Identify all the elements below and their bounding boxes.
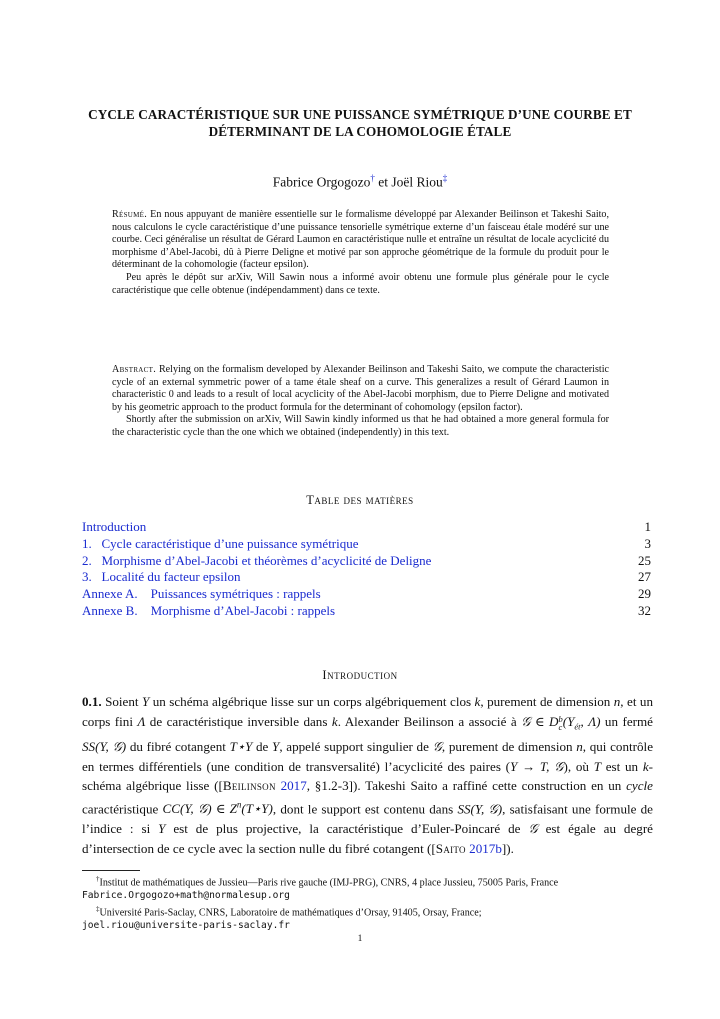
- citation-link[interactable]: Beilinson: [222, 778, 276, 794]
- resume-label: Résumé.: [112, 209, 148, 220]
- footnotes: †Institut de mathématiques de Jussieu—Paris rive gauche (IMJ-PRG), CNRS, 4 place Jussieu, 75005 Paris, France Fabrice.Orgogozo+math@normalesup.org ‡Université Paris-Saclay, CNRS, Laboratoire de mathématiques d’Orsay, 91405, Orsay, France; joel.riou@universite-paris-saclay.fr: [82, 875, 559, 932]
- toc-page-number: 1: [644, 519, 651, 534]
- toc-page-number: 32: [638, 602, 651, 618]
- email-link[interactable]: Fabrice.Orgogozo+math@normalesup.org: [82, 890, 290, 902]
- abstract-label: Abstract.: [112, 364, 157, 375]
- paragraph-number: 0.1.: [82, 694, 102, 709]
- citation-link[interactable]: Saito: [435, 840, 466, 856]
- footnote-affiliation: Université Paris-Saclay, CNRS, Laboratoire de mathématiques d’Orsay, 91405, Orsay, France;: [99, 907, 482, 919]
- email-link[interactable]: joel.riou@universite-paris-saclay.fr: [82, 920, 290, 932]
- math-expression: 𝒢 ∈ D b c ($Y_{ét}$, Λ): [521, 713, 601, 732]
- toc-entry[interactable]: [82, 603, 651, 620]
- section-heading-introduction: Introduction: [322, 668, 398, 682]
- toc-entry[interactable]: [82, 519, 651, 536]
- toc-link[interactable]: 2. Morphisme d’Abel-Jacobi et théorèmes d’acyclicité de Deligne: [82, 552, 432, 568]
- resume-block: [112, 209, 609, 297]
- toc-entry[interactable]: [82, 553, 651, 570]
- toc-link[interactable]: Annexe A. Puissances symétriques : rappels: [82, 586, 321, 602]
- toc-heading: Table des matières: [306, 493, 414, 507]
- resume-paragraph: Peu après le dépôt sur arXiv, Will Sawin nous a informé avoir obtenu une formule plus générale pour le cycle caractéristique que celle obtenue (indépendamment) dans ce texte.: [112, 271, 609, 296]
- toc-page-number: 3: [644, 535, 651, 551]
- toc-entry[interactable]: [82, 586, 651, 603]
- citation-year-link[interactable]: 2017b: [469, 840, 502, 856]
- paper-title: CYCLE CARACTÉRISTIQUE SUR UNE PUISSANCE SYMÉTRIQUE D’UNE COURBE ET DÉTERMINANT DE LA COHOMOLOGIE ÉTALE: [88, 107, 632, 139]
- abstract-paragraph: Shortly after the submission on arXiv, Will Sawin kindly informed us that he had obtained a more general formula for the characteristic cycle than the one which we obtained (independently) in this text.: [112, 414, 609, 438]
- abstract-paragraph: Relying on the formalism developed by Alexander Beilinson and Takeshi Saito, we compute the characteristic cycle of an external symmetric power of a tame étale sheaf on a curve. This generalizes a result of Gérard Laumon in characteristic 0 and leads to a result of local acyclicity of the Abel-Jacobi morphism, due to Pierre Deligne and motivated by his geometric approach to the product formula for the determinant of cohomology (epsilon factor).: [112, 364, 609, 413]
- footnote-rule: [82, 870, 140, 871]
- author-name: Fabrice Orgogozo: [272, 174, 371, 190]
- toc-link[interactable]: 1. Cycle caractéristique d’une puissance symétrique: [82, 535, 359, 551]
- footnote-mark[interactable]: ‡: [442, 173, 448, 183]
- toc-link[interactable]: 3. Localité du facteur epsilon: [82, 569, 241, 585]
- table-of-contents: [82, 519, 651, 620]
- toc-page-number: 29: [638, 586, 651, 602]
- toc-link[interactable]: Annexe B. Morphisme d’Abel-Jacobi : rappels: [82, 602, 336, 618]
- toc-page-number: 25: [638, 552, 651, 568]
- footnote-affiliation: Institut de mathématiques de Jussieu—Paris rive gauche (IMJ-PRG), CNRS, 4 place Jussieu, 75005 Paris, France: [99, 877, 559, 889]
- abstract-block: [112, 364, 609, 440]
- math-expression: CC(Y, 𝒢) ∈ $Z^n(T⋆Y)$: [162, 800, 273, 817]
- toc-link[interactable]: Introduction: [82, 519, 147, 534]
- citation-year-link[interactable]: 2017: [280, 778, 307, 794]
- resume-paragraph: En nous appuyant de manière essentielle sur le formalisme développé par Alexander Beilinson et Takeshi Saito, nous calculons le cycle caractéristique d’une puissance tensorielle symétrique externe d’un faisceau étale modéré sur une courbe. Ceci généralise un résultat de Gérard Laumon en caractéristique nulle et entraîne un résultat de locale acyclicité du morphisme d’Abel-Jacobi, dû à Pierre Deligne et motivé par son approche géométrique de la formule du produit pour le déterminant de la cohomologie (facteur epsilon).: [112, 209, 609, 271]
- toc-page-number: 27: [638, 569, 651, 585]
- page-number: 1: [357, 934, 363, 944]
- toc-entry[interactable]: [82, 569, 651, 586]
- toc-entry[interactable]: [82, 536, 651, 553]
- author-line: Fabrice Orgogozo† et Joël Riou‡: [272, 173, 448, 190]
- footnote-mark[interactable]: †: [370, 173, 375, 183]
- intro-paragraph: 0.1. Soient Y un schéma algébrique lisse sur un corps algébriquement clos k, purement de dimension n, et un corps fini Λ de caractéristique inversible dans k. Alexander Beilinson a associé à 𝒢 ∈ D b c ($Y_{ét}$, Λ) un fermé SS(Y, 𝒢) du fibré cotangent T⋆Y de Y, appelé support singulier de 𝒢, purement de dimension n, qui contrôle en termes différentiels (une condition de transversalité) l’acyclicité des paires (Y → T, 𝒢), où T est un k-schéma algébrique lisse ([Beilinson 2017, §1.2-3]). Takeshi Saito a raffiné cette construction en un cycle caractéristique CC(Y, 𝒢) ∈ $Z^n(T⋆Y)$, dont le support est contenu dans SS(Y, 𝒢), satisfaisant une formule de l’indice : si Y est de plus projective, la caractéristique d’Euler-Poincaré de 𝒢 est égale au degré d’intersection de ce cycle avec la section nulle du fibré cotangent ([Saito 2017b]).: [82, 694, 654, 856]
- author-name: Joël Riou: [391, 174, 443, 190]
